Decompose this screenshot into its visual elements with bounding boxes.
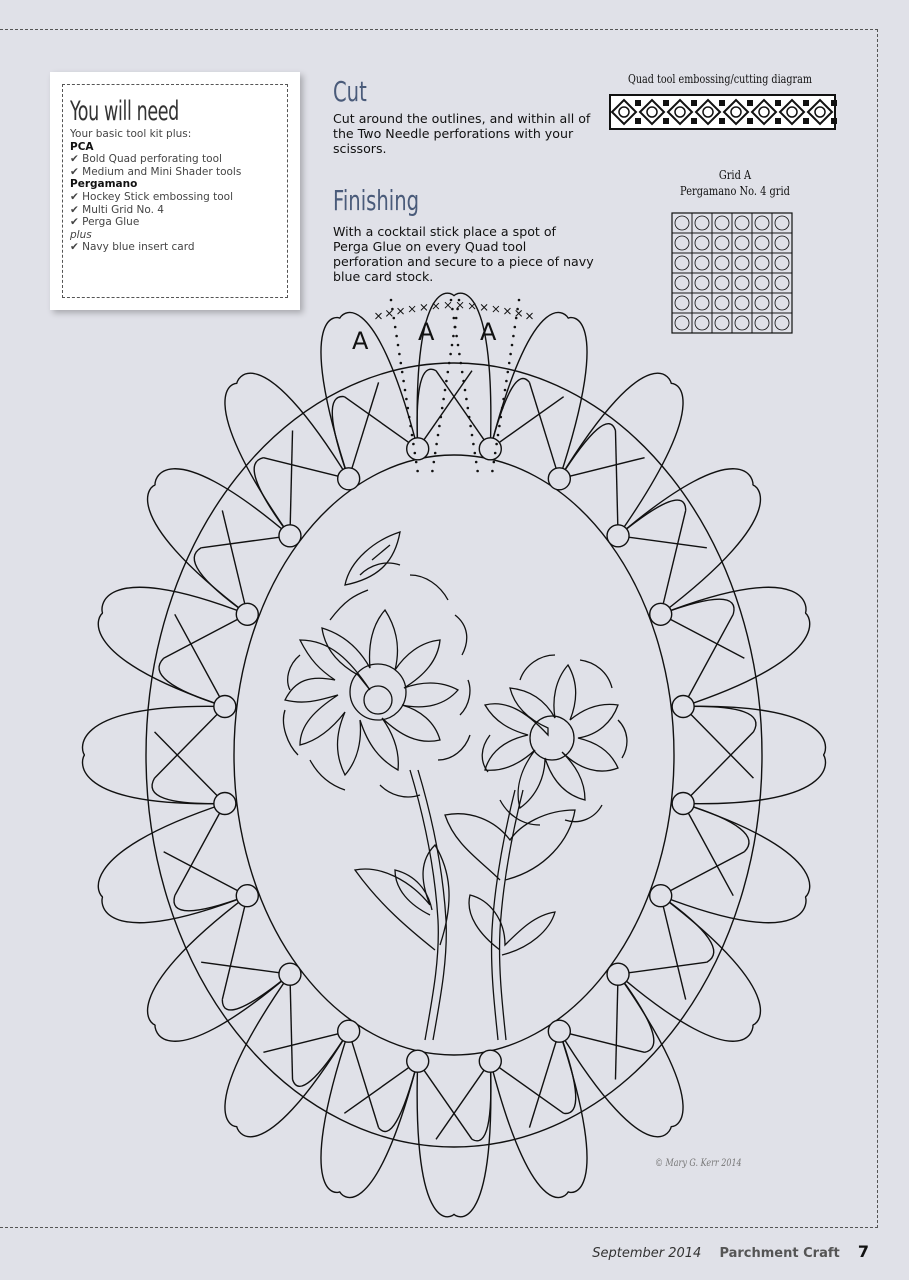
grid-cell-circle [775, 316, 789, 330]
fan-line [201, 962, 290, 974]
perforation-dot [455, 335, 458, 338]
quad-tool-diagram [610, 95, 837, 129]
petal-curve [237, 373, 349, 479]
list-item: ✔ Hockey Stick embossing tool [70, 190, 234, 203]
grid-cell-circle [735, 236, 749, 250]
perforation-dot [458, 299, 461, 302]
perforation-dot [407, 407, 410, 410]
perforation-dot [514, 326, 517, 329]
perforation-dot [448, 362, 451, 365]
fan-curve [254, 458, 290, 536]
quad-motif-square [663, 100, 669, 106]
fan-line [175, 614, 225, 706]
perforation-dot [462, 380, 465, 383]
perforation-dot [393, 317, 396, 320]
perforation-dot [402, 380, 405, 383]
perforation-dot [469, 425, 472, 428]
grid-cell-circle [735, 216, 749, 230]
quad-mark [469, 303, 475, 309]
perforation-dot [434, 452, 437, 455]
grid-cell-circle [675, 256, 689, 270]
petal-curve [83, 706, 225, 755]
perforation-dot [438, 425, 441, 428]
petal-curve [618, 383, 683, 535]
petal-curve [490, 313, 568, 449]
left-flower-inner-center [364, 686, 392, 714]
grid-cell-circle [695, 296, 709, 310]
perforation-dot [441, 407, 444, 410]
grid-cell-circle [775, 276, 789, 290]
fan-line [344, 397, 417, 449]
right-flower-center [530, 716, 574, 760]
perforation-dot [412, 443, 415, 446]
perforation-dot [400, 362, 403, 365]
perforation-dot [497, 434, 500, 437]
left-flower-stem [410, 770, 446, 1040]
perforation-dot [398, 353, 401, 356]
perforation-dot [494, 452, 497, 455]
perforation-dot [416, 470, 419, 473]
fan-line [559, 458, 644, 479]
perforation-node [279, 525, 301, 547]
grid-cell-circle [735, 316, 749, 330]
grid-cell-circle [695, 256, 709, 270]
quad-mark [493, 306, 499, 312]
a-label: A [480, 318, 497, 346]
finishing-heading: Finishing [333, 184, 420, 217]
quad-motif-square [803, 118, 809, 124]
fan-curve [159, 658, 225, 706]
grid-cell-circle [715, 316, 729, 330]
quad-motif-square [663, 118, 669, 124]
petal-curve [559, 373, 671, 479]
perforation-node [279, 963, 301, 985]
perforation-dot [511, 344, 514, 347]
grid-cell-circle [775, 236, 789, 250]
perforation-dot [507, 371, 510, 374]
fan-line [175, 803, 225, 895]
quad-mark [504, 308, 510, 314]
perforation-dot [505, 380, 508, 383]
perforation-dot [431, 470, 434, 473]
quad-motif-square [831, 100, 837, 106]
footer-date: September 2014 [592, 1246, 702, 1261]
perforation-dot [433, 461, 436, 464]
a-label: A [352, 327, 369, 355]
fan-line [344, 1061, 417, 1113]
petal-curve [683, 613, 810, 706]
perforation-dot [461, 371, 464, 374]
fan-line [618, 962, 707, 974]
perforation-dot [464, 389, 467, 392]
cut-instructions: Cut around the outlines, and within all of the Two Needle perforations with your scissors. [333, 111, 591, 156]
perforation-node [214, 792, 236, 814]
fan-line [349, 1031, 379, 1127]
petal-curve [340, 1061, 418, 1197]
petal-curve [683, 755, 825, 804]
perforation-dot [444, 389, 447, 392]
perforation-dot [454, 326, 457, 329]
grid-cell-circle [755, 296, 769, 310]
finishing-instructions: With a cocktail stick place a spot of Perga Glue on every Quad tool perforation and secure to a piece of navy blue card stock. [333, 224, 594, 284]
group-heading-plus: plus [70, 228, 92, 241]
perforation-dot [457, 344, 460, 347]
grid-cell-circle [755, 216, 769, 230]
perforation-dot [474, 452, 477, 455]
quad-mark [527, 313, 533, 319]
fan-line [263, 1031, 348, 1052]
grid-cell-circle [715, 216, 729, 230]
grid-cell-circle [715, 276, 729, 290]
grid-cell-circle [695, 216, 709, 230]
quad-mark [386, 310, 392, 316]
fan-line [349, 382, 379, 478]
fan-line [222, 896, 247, 1000]
left-flower-petals-outer [283, 563, 470, 797]
perforation-node [236, 603, 258, 625]
perforation-node [607, 525, 629, 547]
grid-cell-circle [675, 216, 689, 230]
perforation-node [407, 438, 429, 460]
perforation-node [236, 885, 258, 907]
perforation-dot [397, 344, 400, 347]
fan-line [559, 1031, 644, 1052]
list-item: ✔ Perga Glue [70, 216, 140, 229]
grid-cell-circle [715, 236, 729, 250]
perforation-dot [395, 335, 398, 338]
perforation-dot [404, 389, 407, 392]
perforation-dot [391, 308, 394, 311]
quad-mark [409, 306, 415, 312]
grid-cell-circle [735, 276, 749, 290]
perforation-node [650, 603, 672, 625]
perforation-node [548, 1020, 570, 1042]
list-item: ✔ Multi Grid No. 4 [70, 203, 164, 216]
perforation-node [338, 1020, 360, 1042]
perforation-dot [508, 362, 511, 365]
perforation-node [479, 438, 501, 460]
grid-cell-circle [715, 296, 729, 310]
perforation-dot [509, 353, 512, 356]
grid-title-line1: Grid A [718, 168, 752, 182]
petal-curve [155, 469, 290, 536]
perforation-dot [467, 407, 470, 410]
fan-curve [490, 378, 529, 448]
tool-kit-intro: Your basic tool kit plus: [70, 128, 192, 140]
perforation-dot [394, 326, 397, 329]
perforation-node [407, 1050, 429, 1072]
footer-magazine: Parchment Craft [719, 1246, 840, 1261]
grid-cell-circle [695, 236, 709, 250]
quad-mark [421, 304, 427, 310]
perforation-node [214, 696, 236, 718]
a-label: A [418, 318, 435, 346]
grid-cell-circle [775, 256, 789, 270]
page-number: 7 [857, 1242, 869, 1261]
petal-curve [102, 587, 247, 614]
perforation-dot [437, 434, 440, 437]
quad-motif-square [831, 118, 837, 124]
perforation-dot [516, 308, 519, 311]
fan-line [201, 536, 290, 548]
copyright-notice: © Mary G. Kerr 2014 [655, 1158, 742, 1169]
grid-cell-circle [675, 316, 689, 330]
fan-curve [683, 803, 749, 851]
quad-motif-square [719, 118, 725, 124]
fan-line [263, 458, 348, 479]
fan-line [164, 614, 248, 658]
perforation-dot [405, 398, 408, 401]
perforation-node [672, 696, 694, 718]
quad-motif-square [747, 118, 753, 124]
perforation-dot [518, 299, 521, 302]
quad-motif-square [775, 100, 781, 106]
perforation-dot [449, 353, 452, 356]
fan-line [615, 431, 618, 536]
list-item: ✔ Bold Quad perforating tool [70, 153, 222, 166]
perforation-dot [504, 389, 507, 392]
perforation-dot [471, 434, 474, 437]
grid-cell-circle [755, 256, 769, 270]
perforation-node [548, 468, 570, 490]
perforation-dot [465, 398, 468, 401]
quad-motif-square [803, 100, 809, 106]
grid-cell-circle [675, 236, 689, 250]
perforation-dot [442, 398, 445, 401]
fan-line [490, 1061, 563, 1113]
perforation-node [672, 792, 694, 814]
grid-cell-circle [735, 296, 749, 310]
quad-mark [481, 304, 487, 310]
quad-motif-square [691, 118, 697, 124]
perforation-dot [411, 434, 414, 437]
perforation-dot [501, 407, 504, 410]
perforation-node [650, 885, 672, 907]
fan-line [618, 536, 707, 548]
perforation-dot [452, 335, 455, 338]
perforation-node [607, 963, 629, 985]
left-flower-center [350, 664, 406, 720]
left-flower-petals [285, 610, 458, 775]
fan-line [164, 852, 248, 896]
perforation-dot [447, 371, 450, 374]
perforation-dot [472, 443, 475, 446]
perforation-dot [493, 461, 496, 464]
fan-line [615, 974, 618, 1079]
perforation-dot [495, 443, 498, 446]
fan-line [529, 382, 559, 478]
perforation-node [338, 468, 360, 490]
quad-motif-square [775, 118, 781, 124]
quad-motif-square [691, 100, 697, 106]
petal-curve [661, 896, 806, 923]
quad-diagram-title: Quad tool embossing/cutting diagram [628, 72, 812, 86]
grid-cell-circle [735, 256, 749, 270]
perforation-dot [515, 317, 518, 320]
list-item: ✔ Medium and Mini Shader tools [70, 165, 242, 178]
grid-cell-circle [675, 296, 689, 310]
quad-mark [457, 302, 463, 308]
fan-curve [618, 974, 654, 1052]
right-flower-petals-outer [482, 655, 627, 825]
perforation-dot [401, 371, 404, 374]
perforation-dot [512, 335, 515, 338]
grid-title-line2: Pergamano No. 4 grid [680, 184, 790, 198]
perforation-dot [409, 425, 412, 428]
perforation-dot [415, 461, 418, 464]
fan-line [683, 803, 733, 895]
perforation-dot [414, 452, 417, 455]
group-heading-pergamano: Pergamano [70, 178, 138, 191]
right-flower-petals [485, 665, 618, 808]
perforation-dot [475, 461, 478, 464]
right-leaf [445, 810, 575, 880]
quad-motif-square [635, 100, 641, 106]
petal-curve [618, 974, 753, 1041]
grid-cell-circle [715, 256, 729, 270]
perforation-dot [455, 317, 458, 320]
flower-illustration [283, 532, 626, 1040]
quad-mark [445, 302, 451, 308]
quad-motif-square [719, 100, 725, 106]
perforation-dot [460, 362, 463, 365]
perforation-dot [491, 470, 494, 473]
perforation-dot [450, 299, 453, 302]
perforation-dot [390, 299, 393, 302]
grid-a-diagram [672, 213, 792, 333]
petal-curve [98, 803, 225, 896]
petal-curve [559, 1031, 671, 1137]
fan-line [290, 974, 293, 1079]
grid-cell-circle [775, 296, 789, 310]
petal-curve [237, 1031, 349, 1137]
grid-cell-circle [695, 276, 709, 290]
perforation-dot [451, 308, 454, 311]
a-labels [352, 318, 497, 355]
list-item: ✔ Navy blue insert card [70, 241, 195, 254]
petal-curve [155, 974, 290, 1041]
perforation-dot [440, 416, 443, 419]
petal-curve [618, 469, 753, 536]
fan-line [529, 1031, 559, 1127]
quad-mark [433, 303, 439, 309]
fan-line [661, 614, 745, 658]
perforation-dot [500, 416, 503, 419]
perforation-dot [476, 470, 479, 473]
perforation-dot [451, 344, 454, 347]
group-heading-pca: PCA [70, 140, 94, 153]
fan-line [661, 510, 686, 614]
fan-line [661, 852, 745, 896]
perforation-node [479, 1050, 501, 1072]
you-will-need-title: You will need [70, 96, 179, 127]
quad-motif-square [635, 118, 641, 124]
fan-curve [379, 1061, 418, 1131]
page-footer [592, 1242, 869, 1261]
grid-cell-circle [755, 316, 769, 330]
perforation-dot [498, 425, 501, 428]
perforation-dot [468, 416, 471, 419]
quad-mark [398, 308, 404, 314]
fan-line [290, 431, 293, 536]
lower-right-leaf [469, 895, 555, 955]
perforation-dot [435, 443, 438, 446]
perforation-dot [445, 380, 448, 383]
quad-motif-square [747, 100, 753, 106]
grid-cell-circle [755, 276, 769, 290]
perforation-dot [458, 353, 461, 356]
grid-cell-circle [675, 276, 689, 290]
left-leaf [355, 845, 449, 950]
grid-cell-circle [775, 216, 789, 230]
fan-line [490, 397, 563, 449]
perforation-dot [502, 398, 505, 401]
petal-curve [225, 974, 290, 1126]
quad-mark [375, 313, 381, 319]
perforation-dot [408, 416, 411, 419]
quad-mark [516, 310, 522, 316]
grid-cell-circle [755, 236, 769, 250]
petal-curve [490, 1061, 568, 1197]
fan-line [683, 614, 733, 706]
perforation-dot [453, 317, 456, 320]
cut-heading: Cut [333, 75, 367, 108]
grid-cell-circle [695, 316, 709, 330]
left-flower-leaf-upper [345, 532, 400, 585]
